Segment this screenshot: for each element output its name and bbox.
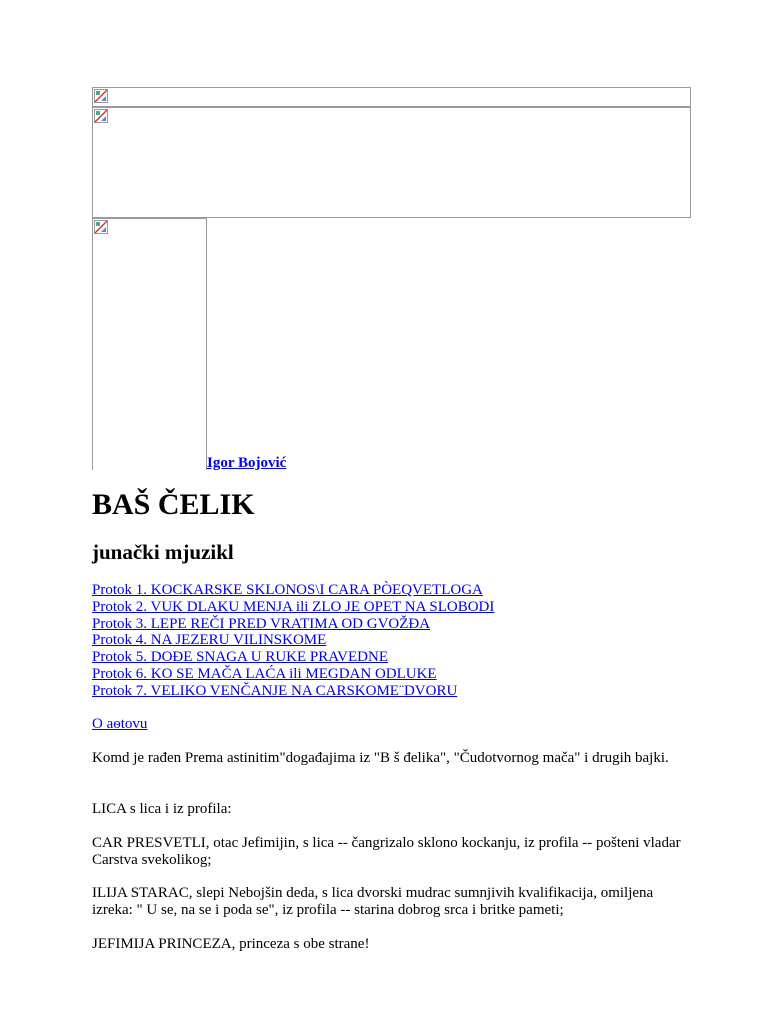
banner-image-main — [92, 107, 691, 218]
toc-item — [92, 683, 494, 700]
toc-item — [92, 616, 494, 633]
toc-item — [92, 582, 494, 599]
cast-entry: JEFIMIJA PRINCEZA, princeza s obe strane! — [92, 936, 370, 952]
toc-item — [92, 632, 494, 649]
toc-link-4[interactable]: Protok 4. NA JEZERU VILINSKOME — [92, 632, 327, 649]
toc-link-6[interactable]: Protok 6. KO SE MAČA LAĆA ili MEGDAN ODLUKE — [92, 665, 437, 682]
cast-entry: CAR PRESVETLI, otac Jefimijin, s lica -- čangrizalo sklono kockanju, iz profila -- pošteni vladar Carstva svekolikog; — [92, 835, 681, 868]
toc-item — [92, 599, 494, 616]
toc-link-3[interactable]: Protok 3. LEPE REČI PRED VRATIMA OD GVOŽĐA — [92, 615, 431, 632]
intro-paragraph: Komd je rađen Prema astinitim"događajima iz "B š đelika", "Čudotvornog mača" i drugih bajki. — [92, 750, 669, 766]
page-title: BAŠ ČELIK — [92, 488, 255, 521]
broken-image-icon — [94, 109, 108, 123]
broken-image-icon — [94, 220, 108, 234]
about-author-link[interactable]: O aѳtovu — [92, 716, 148, 732]
page-subtitle: junački mjuzikl — [92, 540, 234, 564]
broken-image-icon — [94, 89, 108, 103]
toc-link-1[interactable]: Protok 1. KOCKARSKE SKLONOS\I CARA PÒEQVETLOGA — [92, 582, 483, 598]
table-of-contents — [92, 582, 494, 700]
cast-entry: ILIJA STARAC, slepi Nebojšin deda, s lica dvorski mudrac sumnjivih kvalifikacija, omiljena izreka: " U se, na se i poda se", iz profila -- starina dobrog srca i britke pameti; — [92, 885, 654, 918]
author-link[interactable]: Igor Bojović — [207, 455, 287, 471]
toc-link-5[interactable]: Protok 5. DOĐE SNAGA U RUKE PRAVEDNE — [92, 649, 388, 666]
sidebar-image — [92, 218, 207, 470]
toc-link-7[interactable]: Protok 7. VELIKO VENČANJE NA CARSKOME¨DVORU — [92, 682, 458, 699]
toc-item — [92, 649, 494, 666]
toc-link-2[interactable]: Protok 2. VUK DLAKU MENJA ili ZLO JE OPET NA SLOBODI — [92, 598, 495, 615]
toc-item — [92, 666, 494, 683]
banner-image-top — [92, 87, 691, 107]
cast-heading: LICA s lica i iz profila: — [92, 801, 232, 817]
